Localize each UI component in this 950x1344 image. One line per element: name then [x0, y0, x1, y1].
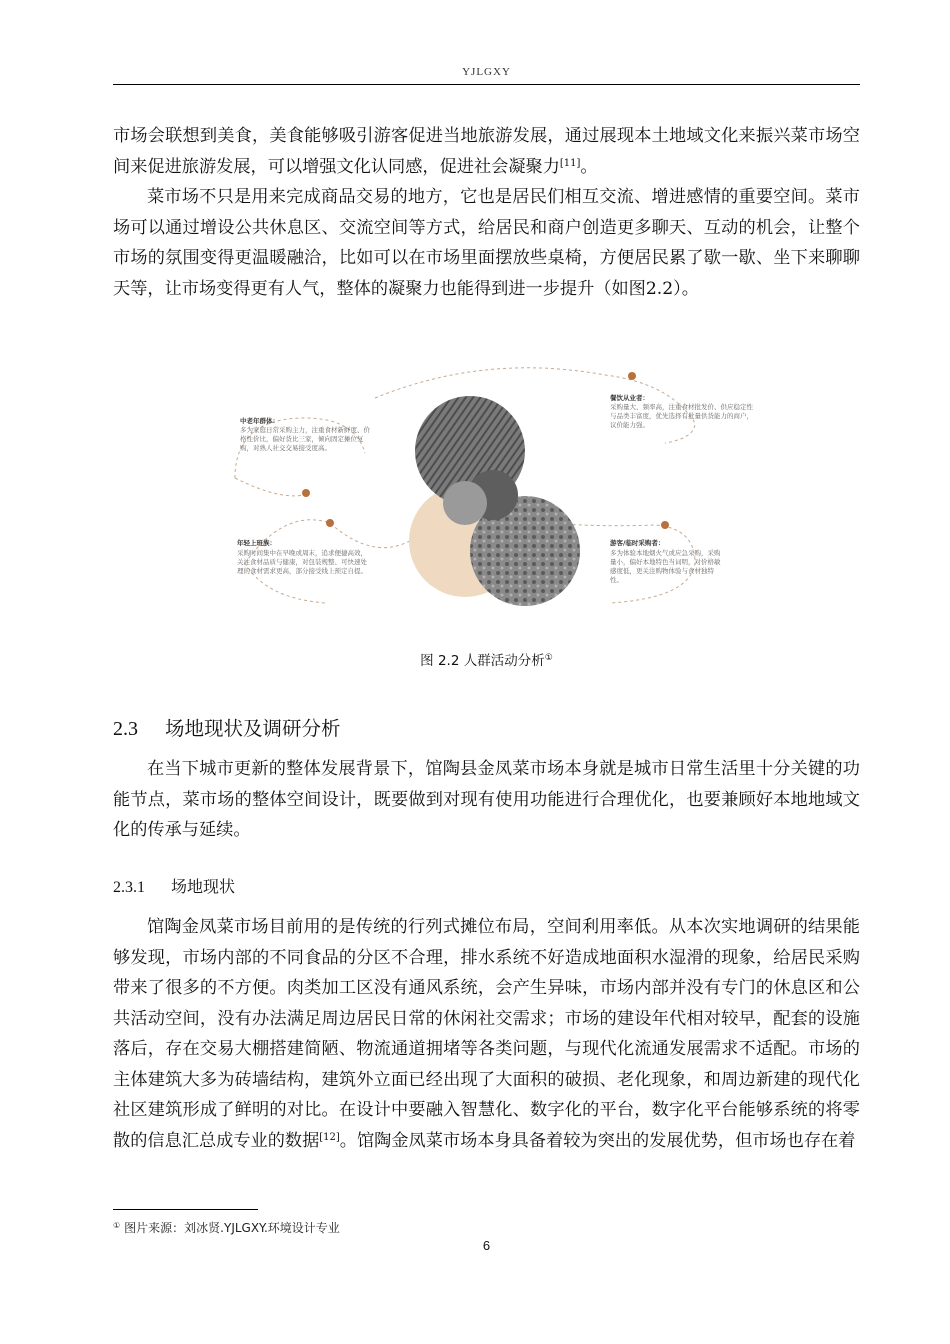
paragraph-4-end: 。馆陶金凤菜市场本身具备着较为突出的发展优势，但市场也存在着: [339, 1130, 856, 1151]
node-dot: [326, 519, 334, 527]
market-photo-left: [443, 481, 487, 525]
paragraph-2: 菜市场不只是用来完成商品交易的地方，它也是居民们相互交流、增进感情的重要空间。菜市场可以通过增设公共休息区、交流空间等方式，给居民和商户创造更多聊天、互动的机会，让整个市场的氛围变得更温暖融洽，比如可以在市场里面摆放些桌椅，方便居民累了歇一歇、坐下来聊聊天等，让市场变得更有人气，整体的凝聚力也能得到进一步提升（如图2.2）。: [113, 187, 860, 299]
label-youth-body: 采购时间集中在早晚或周末，追求便捷高效，关注食材品质与健康，对包装规整、可快速处理的食材需求更高，部分接受线上预定自提。: [237, 549, 367, 575]
label-tourist-body: 多为体验本地烟火气或应急采购，采购量小，偏好本地特色当词明，对价格敏感度低，更关注购物体验与食材独特性。: [610, 549, 721, 584]
node-dot: [661, 521, 669, 529]
section-title: 场地现状及调研分析: [165, 717, 341, 740]
page-number: 6: [482, 1238, 491, 1253]
paragraph-1: [113, 121, 860, 182]
footnote: [113, 1219, 340, 1236]
label-catering-body: 采购量大、频率高，注重食材批发价、供应稳定性与品类丰富度，优先选择有批量供货能力的商户，议价能力强。: [610, 403, 753, 429]
footnote-rule: [113, 1209, 258, 1210]
node-dot: [628, 372, 636, 380]
citation-12[interactable]: [12]: [319, 1131, 340, 1143]
crowd-diagram: [225, 363, 753, 633]
caption-text: 图 2.2 人群活动分析: [420, 653, 545, 669]
label-catering-title: 餐饮从业者：: [610, 394, 649, 402]
paragraph-4-text: 馆陶金凤菜市场目前用的是传统的行列式摊位布局，空间利用率低。从本次实地调研的结果能够发现，市场内部的不同食品的分区不合理，排水系统不好造成地面积水湿滑的现象，给居民采购带来了很多的不方便。肉类加工区没有通风系统，会产生异味，市场内部并没有专门的休息区和公共活动空间，没有办法满足周边居民日常的休闲社交需求；市场的建设年代相对较早，配套的设施落后，存在交易大棚搭建简陋、物流通道拥堵等各类问题，与现代化流通发展需求不适配。市场的主体建筑大多为砖墙结构，建筑外立面已经出现了大面积的破损、老化现象，和周边新建的现代化社区建筑形成了鲜明的对比。在设计中要融入智慧化、数字化的平台，数字化平台能够系统的将零散的信息汇总成专业的数据: [113, 917, 860, 1151]
label-elderly-body: 多为家庭日常采购主力，注重食材新鲜度、价格性价比，偏好货比三家，倾向固定摊位复购，对熟人社交交易接受度高。: [240, 426, 370, 452]
paragraph-4: [113, 912, 860, 1156]
paragraph-1-text: 市场会联想到美食，美食能够吸引游客促进当地旅游发展，通过展现本土地域文化来振兴菜市场空间来促进旅游发展，可以增强文化认同感，促进社会凝聚力: [113, 126, 860, 177]
subsection-title: 场地现状: [171, 877, 236, 896]
subsection-number: 2.3.1: [113, 879, 145, 896]
node-dot: [302, 489, 310, 497]
section-number: 2.3: [113, 718, 138, 740]
paragraph-1-end: 。: [580, 156, 598, 177]
caption-footnote-mark[interactable]: ①: [544, 653, 553, 663]
label-youth-title: 年轻上班族：: [237, 539, 276, 547]
running-header: YJLGXY: [462, 66, 511, 78]
section-heading: [113, 713, 341, 741]
figure-crowd-analysis: [225, 363, 753, 633]
label-tourist-title: 游客/临时采购者：: [610, 539, 665, 547]
citation-11[interactable]: [11]: [559, 157, 581, 169]
label-elderly-title: 中老年群体：: [240, 417, 279, 425]
header-rule: [113, 84, 860, 85]
paragraph-3: 在当下城市更新的整体发展背景下，馆陶县金凤菜市场本身就是城市日常生活里十分关键的功能节点，菜市场的整体空间设计，既要做到对现有使用功能进行合理优化，也要兼顾好本地地域文化的传承与延续。: [113, 759, 860, 840]
subsection-heading: [113, 874, 235, 897]
footnote-mark: ①: [113, 1221, 121, 1230]
figure-caption: [113, 649, 860, 669]
footnote-text: 图片来源：刘冰贤.YJLGXY.环境设计专业: [124, 1221, 340, 1235]
